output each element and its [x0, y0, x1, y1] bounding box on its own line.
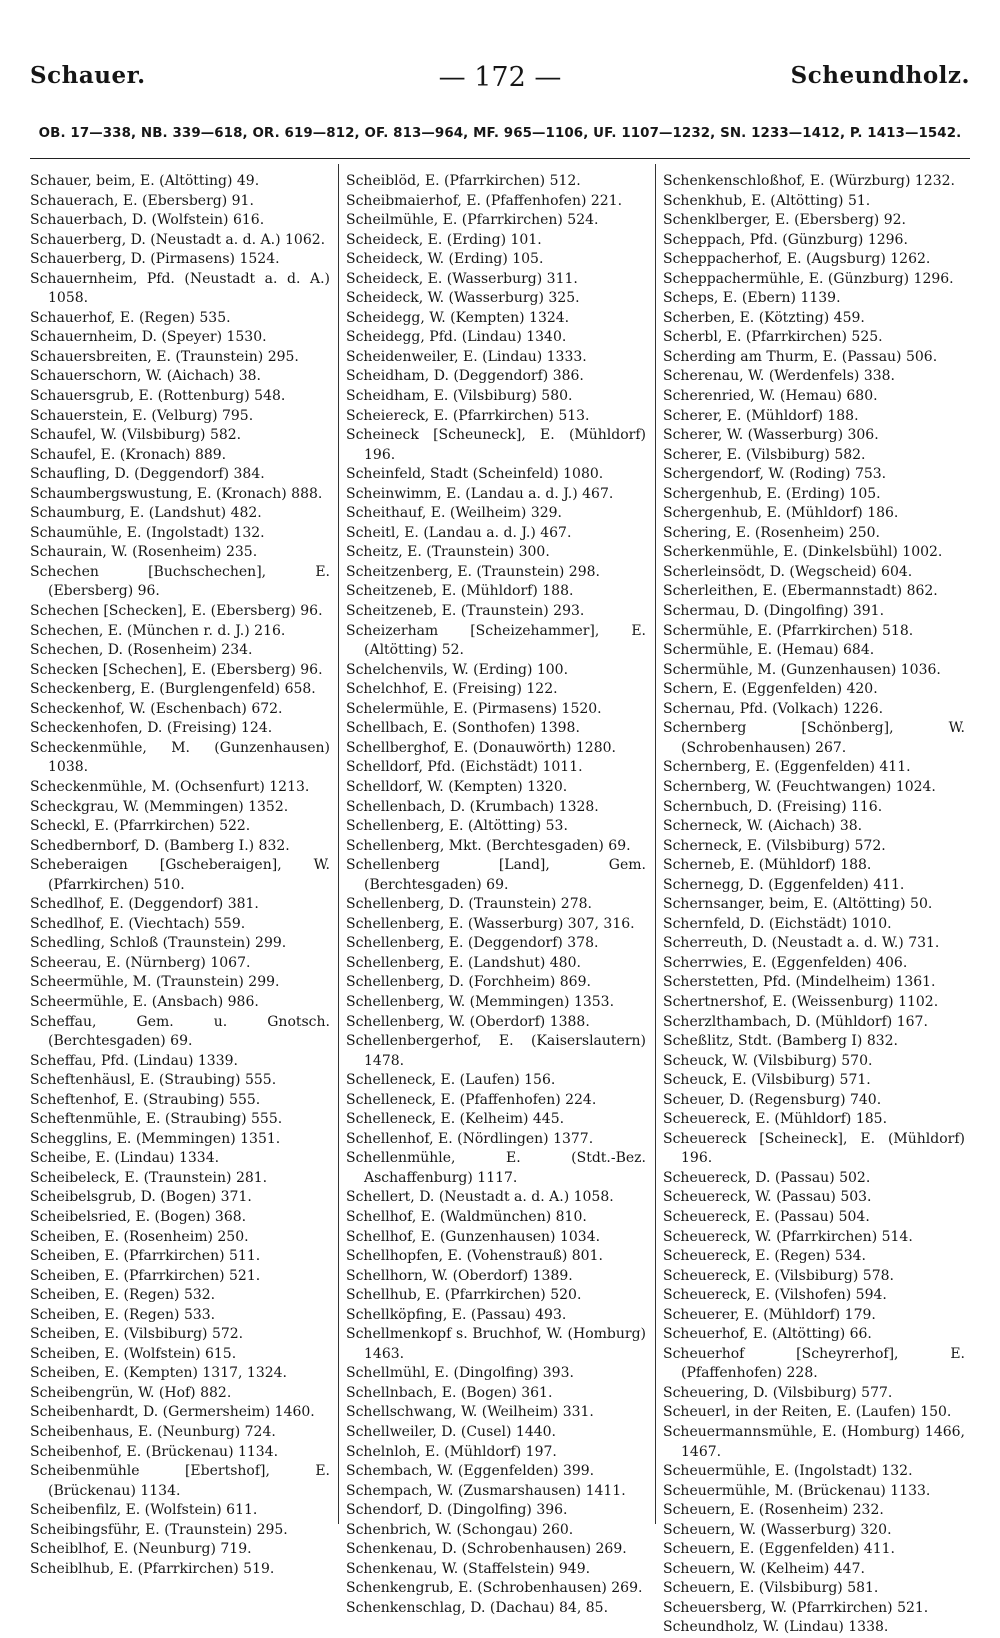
- index-entry: Schellhof, E. (Waldmünchen) 810.: [346, 1208, 587, 1225]
- index-entry: Schermühle, E. (Pfarrkirchen) 518.: [663, 622, 914, 639]
- index-entry: Schelleneck, E. (Kelheim) 445.: [346, 1111, 565, 1128]
- index-entry: Scheuerer, E. (Mühldorf) 179.: [663, 1306, 876, 1323]
- index-entry: Schernsanger, beim, E. (Altötting) 50.: [663, 896, 933, 913]
- index-entry: Scheuck, W. (Vilsbiburg) 570.: [663, 1052, 873, 1069]
- district-abbreviation-line: OB. 17—338, NB. 339—618, OR. 619—812, OF. 813—964, MF. 965—1106, UF. 1107—1232, SN. 1233—1412, P. 1413—1542.: [38, 126, 962, 141]
- index-entry: Schellweiler, D. (Cusel) 1440.: [346, 1424, 557, 1440]
- index-entry: Scheidham, E. (Vilsbiburg) 580.: [346, 388, 573, 405]
- index-entry: Scheuereck, E. (Vilsbiburg) 578.: [663, 1267, 894, 1284]
- index-entry: Schenkhub, E. (Altötting) 51.: [663, 192, 871, 209]
- index-entry: Scheuermühle, M. (Brückenau) 1133.: [663, 1482, 931, 1499]
- index-entry: Schaurain, W. (Rosenheim) 235.: [30, 544, 258, 561]
- index-entry: Scherneck, W. (Aichach) 38.: [663, 818, 863, 835]
- index-entry: Schellenberg, E. (Deggendorf) 378.: [346, 935, 599, 952]
- index-entry: Scherzlthambach, D. (Mühldorf) 167.: [663, 1013, 928, 1030]
- index-entry: Scheuereck, E. (Passau) 504.: [663, 1208, 870, 1225]
- index-entry: Scheuereck, E. (Regen) 534.: [663, 1248, 866, 1265]
- index-entry: Schedlhof, E. (Deggendorf) 381.: [30, 896, 259, 913]
- index-entry: Scheideck, E. (Wasserburg) 311.: [346, 270, 578, 287]
- index-entry: Scheuereck, W. (Pfarrkirchen) 514.: [663, 1228, 913, 1245]
- index-entry: Scheideck, E. (Erding) 101.: [346, 231, 542, 248]
- page-number: — 172 —: [438, 62, 562, 93]
- index-entry: Scheuermannsmühle, E. (Homburg) 1466, 1467.: [663, 1424, 965, 1460]
- index-entry: Scheuern, W. (Wasserburg) 320.: [663, 1521, 892, 1538]
- index-entry: Scheitzeneb, E. (Mühldorf) 188.: [346, 583, 574, 600]
- index-entry: Scheftenmühle, E. (Straubing) 555.: [30, 1111, 283, 1128]
- index-entry: Schellenberg, E. (Landshut) 480.: [346, 954, 581, 971]
- index-entry: Schecken [Schechen], E. (Ebersberg) 96.: [30, 661, 323, 678]
- index-entry: Scheuerl, in der Reiten, E. (Laufen) 150.: [663, 1404, 952, 1421]
- index-entry: Scheibenfilz, E. (Wolfstein) 611.: [30, 1502, 258, 1519]
- index-entry: Schaufel, W. (Vilsbiburg) 582.: [30, 427, 242, 444]
- index-entry: Schendorf, D. (Dingolfing) 396.: [346, 1502, 568, 1519]
- index-entry: Scheuer, D. (Regensburg) 740.: [663, 1091, 882, 1108]
- index-entry: Scherenried, W. (Hemau) 680.: [663, 388, 878, 405]
- index-entry: Scheuereck, W. (Passau) 503.: [663, 1189, 872, 1206]
- index-entry: Schellenberg [Land], Gem. (Berchtesgaden) 69.: [346, 857, 646, 893]
- index-entry: Schernberg, W. (Feuchtwangen) 1024.: [663, 778, 936, 795]
- index-entry: Scheidham, D. (Deggendorf) 386.: [346, 368, 584, 385]
- index-entry: Schembach, W. (Eggenfelden) 399.: [346, 1463, 595, 1480]
- index-entry: Scherben, E. (Kötzting) 459.: [663, 309, 865, 326]
- index-entry: Scheuereck, E. (Mühldorf) 185.: [663, 1111, 888, 1128]
- index-entry: Schellhopfen, E. (Vohenstrauß) 801.: [346, 1248, 603, 1265]
- index-entry: Schern, E. (Eggenfelden) 420.: [663, 681, 878, 698]
- index-entry: Schermühle, E. (Hemau) 684.: [663, 642, 875, 659]
- index-entry: Schernfeld, D. (Eichstädt) 1010.: [663, 915, 892, 932]
- index-entry: Schelchenvils, W. (Erding) 100.: [346, 661, 569, 678]
- index-entry: Schauersgrub, E. (Rottenburg) 548.: [30, 388, 286, 405]
- index-entry: Scheitz, E. (Traunstein) 300.: [346, 544, 550, 561]
- index-entry: Scheuerhof, E. (Altötting) 66.: [663, 1326, 872, 1343]
- gazetteer-column-1: [30, 172, 330, 1579]
- index-entry: Scheßlitz, Stdt. (Bamberg I) 832.: [663, 1033, 898, 1050]
- index-entry: Scheftenhof, E. (Straubing) 555.: [30, 1091, 261, 1108]
- index-entry: Scheibelsried, E. (Bogen) 368.: [30, 1208, 247, 1225]
- index-entry: Schellenbach, D. (Krumbach) 1328.: [346, 798, 599, 815]
- index-entry: Schergenhub, E. (Mühldorf) 186.: [663, 505, 899, 522]
- index-entry: Schechen, E. (München r. d. J.) 216.: [30, 622, 286, 639]
- index-entry: Schauerbach, D. (Wolfstein) 616.: [30, 212, 265, 229]
- index-entry: Scheiereck, E. (Pfarrkirchen) 513.: [346, 407, 590, 424]
- index-entry: Schellköpfing, E. (Passau) 493.: [346, 1306, 567, 1323]
- index-entry: Schechen [Buchschechen], E. (Ebersberg) 96.: [30, 563, 330, 600]
- index-entry: Scheibengrün, W. (Hof) 882.: [30, 1384, 232, 1401]
- index-entry: Schellert, D. (Neustadt a. d. A.) 1058.: [346, 1189, 614, 1206]
- index-entry: Scheibenhof, E. (Brückenau) 1134.: [30, 1443, 279, 1460]
- index-entry: Schenbrich, W. (Schongau) 260.: [346, 1521, 574, 1538]
- index-entry: Scheineck [Scheuneck], E. (Mühldorf) 196.: [346, 427, 646, 463]
- index-entry: Schering, E. (Rosenheim) 250.: [663, 524, 880, 541]
- index-entry: Scheibingsführ, E. (Traunstein) 295.: [30, 1521, 288, 1538]
- index-entry: Schellenmühle, E. (Stdt.-Bez. Aschaffenburg) 1117.: [346, 1150, 646, 1186]
- index-entry: Scherstetten, Pfd. (Mindelheim) 1361.: [663, 974, 936, 991]
- index-entry: Scheuersberg, W. (Pfarrkirchen) 521.: [663, 1599, 929, 1616]
- left-running-headword: Schauer.: [30, 62, 146, 89]
- index-entry: Scheberaigen [Gscheberaigen], W. (Pfarrkirchen) 510.: [30, 857, 330, 893]
- index-entry: Schauer, beim, E. (Altötting) 49.: [30, 173, 260, 189]
- index-entry: Schauersbreiten, E. (Traunstein) 295.: [30, 348, 299, 365]
- index-entry: Scheckl, E. (Pfarrkirchen) 522.: [30, 818, 251, 835]
- index-entry: Scheizerham [Scheizehammer], E. (Altötting) 52.: [346, 622, 646, 659]
- index-entry: Schermühle, M. (Gunzenhausen) 1036.: [663, 661, 941, 678]
- index-entry: Schaumbergswustung, E. (Kronach) 888.: [30, 485, 323, 502]
- index-entry: Scheibenmühle [Ebertshof], E. (Brückenau) 1134.: [30, 1463, 330, 1499]
- index-entry: Scheiben, E. (Kempten) 1317, 1324.: [30, 1365, 288, 1382]
- index-entry: Schenklberger, E. (Ebersberg) 92.: [663, 212, 906, 229]
- index-entry: Scheiben, E. (Wolfstein) 615.: [30, 1345, 237, 1362]
- index-entry: Schergenhub, E. (Erding) 105.: [663, 485, 881, 502]
- index-entry: Scheppachermühle, E. (Günzburg) 1296.: [663, 270, 954, 287]
- index-entry: Scheiblhub, E. (Pfarrkirchen) 519.: [30, 1560, 275, 1577]
- index-entry: Schellenberg, W. (Oberdorf) 1388.: [346, 1013, 590, 1030]
- index-entry: Scheuern, W. (Kelheim) 447.: [663, 1560, 865, 1577]
- index-entry: Schauerberg, D. (Neustadt a. d. A.) 1062.: [30, 231, 326, 248]
- index-entry: Scheckenhof, W. (Eschenbach) 672.: [30, 700, 283, 717]
- index-entry: Schauerberg, D. (Pirmasens) 1524.: [30, 251, 280, 268]
- index-entry: Schelermühle, E. (Pirmasens) 1520.: [346, 700, 602, 717]
- index-entry: Schellschwang, W. (Weilheim) 331.: [346, 1404, 594, 1421]
- index-entry: Scheibeleck, E. (Traunstein) 281.: [30, 1169, 268, 1186]
- index-entry: Scheibe, E. (Lindau) 1334.: [30, 1150, 220, 1167]
- index-entry: Schergendorf, W. (Roding) 753.: [663, 466, 887, 483]
- index-entry: Schempach, W. (Zusmarshausen) 1411.: [346, 1482, 626, 1499]
- index-entry: Schaumühle, E. (Ingolstadt) 132.: [30, 524, 265, 541]
- index-entry: Scheibenhardt, D. (Germersheim) 1460.: [30, 1404, 315, 1421]
- index-entry: Schellbach, E. (Sonthofen) 1398.: [346, 720, 580, 737]
- index-entry: Scheinwimm, E. (Landau a. d. J.) 467.: [346, 485, 614, 502]
- index-entry: Scheffau, Pfd. (Lindau) 1339.: [30, 1052, 238, 1069]
- index-entry: Scheuereck [Scheineck], E. (Mühldorf) 196.: [663, 1130, 965, 1167]
- index-entry: Schaufel, E. (Kronach) 889.: [30, 446, 227, 463]
- index-entry: Schelnloh, E. (Mühldorf) 197.: [346, 1443, 557, 1460]
- index-entry: Scheuereck, D. (Passau) 502.: [663, 1169, 871, 1186]
- index-entry: Scheuerhof [Scheyrerhof], E. (Pfaffenhofen) 228.: [663, 1345, 965, 1382]
- index-entry: Scheuck, E. (Vilsbiburg) 571.: [663, 1072, 871, 1089]
- index-entry: Schelchhof, E. (Freising) 122.: [346, 681, 558, 698]
- index-entry: Scheuern, E. (Eggenfelden) 411.: [663, 1541, 895, 1558]
- index-entry: Scheckenberg, E. (Burglengenfeld) 658.: [30, 681, 316, 698]
- index-entry: Schenkenau, D. (Schrobenhausen) 269.: [346, 1541, 627, 1558]
- index-entry: Scheps, E. (Ebern) 1139.: [663, 290, 841, 307]
- index-entry: Schellhof, E. (Gunzenhausen) 1034.: [346, 1228, 601, 1245]
- column-separator: [338, 164, 339, 1524]
- index-entry: Scherleinsödt, D. (Wegscheid) 604.: [663, 563, 913, 580]
- index-entry: Scheiblhof, E. (Neunburg) 719.: [30, 1541, 252, 1558]
- index-entry: Scheerau, E. (Nürnberg) 1067.: [30, 954, 251, 971]
- index-entry: Scherleithen, E. (Ebermannstadt) 862.: [663, 583, 938, 600]
- index-entry: Schenkenau, W. (Staffelstein) 949.: [346, 1560, 591, 1577]
- index-entry: Scheftenhäusl, E. (Straubing) 555.: [30, 1072, 277, 1089]
- column-separator: [655, 164, 656, 1524]
- index-entry: Scheckgrau, W. (Memmingen) 1352.: [30, 798, 289, 815]
- index-entry: Schernberg, E. (Eggenfelden) 411.: [663, 759, 911, 776]
- index-entry: Scherding am Thurm, E. (Passau) 506.: [663, 348, 938, 365]
- index-entry: Scheppach, Pfd. (Günzburg) 1296.: [663, 231, 908, 248]
- index-entry: Scherkenmühle, E. (Dinkelsbühl) 1002.: [663, 544, 943, 561]
- index-entry: Scherneck, E. (Vilsbiburg) 572.: [663, 837, 886, 854]
- index-entry: Scheiben, E. (Regen) 532.: [30, 1287, 216, 1304]
- index-entry: Schernau, Pfd. (Volkach) 1226.: [663, 700, 884, 717]
- index-entry: Scheitzenberg, E. (Traunstein) 298.: [346, 563, 600, 580]
- index-entry: Scheuering, D. (Vilsbiburg) 577.: [663, 1384, 893, 1401]
- index-entry: Scheiblöd, E. (Pfarrkirchen) 512.: [346, 173, 581, 189]
- index-entry: Scheidegg, W. (Kempten) 1324.: [346, 309, 570, 326]
- index-entry: Scheermühle, M. (Traunstein) 299.: [30, 974, 280, 991]
- header-rule: [30, 158, 970, 159]
- right-running-headword: Scheundholz.: [790, 62, 970, 89]
- index-entry: Schellenhof, E. (Nördlingen) 1377.: [346, 1130, 594, 1147]
- index-entry: Schellenberg, E. (Altötting) 53.: [346, 818, 568, 835]
- index-entry: Scheideck, W. (Wasserburg) 325.: [346, 290, 580, 307]
- index-entry: Schechen, D. (Rosenheim) 234.: [30, 642, 253, 659]
- index-entry: Schellenberg, W. (Memmingen) 1353.: [346, 993, 615, 1010]
- index-entry: Scherreuth, D. (Neustadt a. d. W.) 731.: [663, 935, 940, 952]
- index-entry: Scheppacherhof, E. (Augsburg) 1262.: [663, 251, 931, 268]
- index-entry: Schaufling, D. (Deggendorf) 384.: [30, 466, 265, 483]
- index-entry: Scheiben, E. (Vilsbiburg) 572.: [30, 1326, 244, 1343]
- index-entry: Scheckenmühle, M. (Ochsenfurt) 1213.: [30, 778, 310, 795]
- index-entry: Scheckenhofen, D. (Freising) 124.: [30, 720, 273, 737]
- index-entry: Schauernheim, D. (Speyer) 1530.: [30, 329, 267, 346]
- index-entry: Schenkengrub, E. (Schrobenhausen) 269.: [346, 1580, 643, 1597]
- index-entry: Scherer, E. (Mühldorf) 188.: [663, 407, 859, 424]
- index-entry: Schertnershof, E. (Weissenburg) 1102.: [663, 993, 939, 1010]
- index-entry: Schellberghof, E. (Donauwörth) 1280.: [346, 739, 616, 756]
- index-entry: Schernegg, D. (Eggenfelden) 411.: [663, 876, 905, 893]
- gazetteer-column-2: [346, 172, 646, 1618]
- index-entry: Scheuern, E. (Rosenheim) 232.: [663, 1502, 884, 1519]
- index-entry: Scheibenhaus, E. (Neunburg) 724.: [30, 1424, 276, 1440]
- index-entry: Schellenbergerhof, E. (Kaiserslautern) 1478.: [346, 1033, 646, 1069]
- index-entry: Scherrwies, E. (Eggenfelden) 406.: [663, 954, 908, 971]
- index-entry: Scheitl, E. (Landau a. d. J.) 467.: [346, 524, 572, 541]
- index-entry: Schenkenschloßhof, E. (Würzburg) 1232.: [663, 173, 955, 189]
- index-entry: Schellenberg, D. (Forchheim) 869.: [346, 974, 591, 991]
- index-entry: Schelldorf, W. (Kempten) 1320.: [346, 778, 568, 795]
- index-entry: Scheckenmühle, M. (Gunzenhausen) 1038.: [30, 739, 330, 776]
- index-entry: Scheiben, E. (Pfarrkirchen) 511.: [30, 1248, 261, 1265]
- index-entry: Schelleneck, E. (Pfaffenhofen) 224.: [346, 1091, 597, 1108]
- index-entry: Scheibmaierhof, E. (Pfaffenhofen) 221.: [346, 192, 623, 209]
- index-entry: Scherer, W. (Wasserburg) 306.: [663, 427, 879, 444]
- page-header: [30, 62, 970, 102]
- index-entry: Schauerhof, E. (Regen) 535.: [30, 309, 231, 326]
- index-entry: Scheffau, Gem. u. Gnotsch. (Berchtesgaden) 69.: [30, 1013, 330, 1050]
- index-entry: Scheermühle, E. (Ansbach) 986.: [30, 993, 259, 1010]
- index-entry: Schedling, Schloß (Traunstein) 299.: [30, 935, 287, 952]
- index-entry: Schauernheim, Pfd. (Neustadt a. d. A.) 1058.: [30, 270, 330, 307]
- index-entry: Scheuereck, E. (Vilshofen) 594.: [663, 1287, 887, 1304]
- index-entry: Scheibelsgrub, D. (Bogen) 371.: [30, 1189, 252, 1206]
- index-entry: Schelldorf, Pfd. (Eichstädt) 1011.: [346, 759, 583, 776]
- index-entry: Schellhub, E. (Pfarrkirchen) 520.: [346, 1287, 582, 1304]
- index-entry: Schellmühl, E. (Dingolfing) 393.: [346, 1365, 574, 1382]
- index-entry: Scheuermühle, E. (Ingolstadt) 132.: [663, 1463, 913, 1480]
- index-entry: Schechen [Schecken], E. (Ebersberg) 96.: [30, 603, 323, 620]
- index-entry: Scheundholz, W. (Lindau) 1338.: [663, 1619, 889, 1636]
- index-entry: Scheidegg, Pfd. (Lindau) 1340.: [346, 329, 567, 346]
- index-entry: Scheinfeld, Stadt (Scheinfeld) 1080.: [346, 466, 604, 483]
- index-entry: Schegglins, E. (Memmingen) 1351.: [30, 1130, 281, 1147]
- index-entry: Schellenberg, E. (Wasserburg) 307, 316.: [346, 915, 635, 932]
- index-entry: Schauerstein, E. (Velburg) 795.: [30, 407, 254, 424]
- index-entry: Scheuern, E. (Vilsbiburg) 581.: [663, 1580, 879, 1597]
- index-entry: Scherbl, E. (Pfarrkirchen) 525.: [663, 329, 883, 346]
- index-entry: Schellnbach, E. (Bogen) 361.: [346, 1384, 553, 1401]
- index-entry: Schellhorn, W. (Oberdorf) 1389.: [346, 1267, 573, 1284]
- index-entry: Schauerach, E. (Ebersberg) 91.: [30, 192, 254, 209]
- index-entry: Scherer, E. (Vilsbiburg) 582.: [663, 446, 866, 463]
- index-entry: Scheitzeneb, E. (Traunstein) 293.: [346, 603, 585, 620]
- index-entry: Scheiben, E. (Regen) 533.: [30, 1306, 216, 1323]
- index-entry: Scheilmühle, E. (Pfarrkirchen) 524.: [346, 212, 599, 229]
- index-entry: Scheidenweiler, E. (Lindau) 1333.: [346, 348, 587, 365]
- index-entry: Schellmenkopf s. Bruchhof, W. (Homburg) 1463.: [346, 1326, 646, 1362]
- index-entry: Schedlhof, E. (Viechtach) 559.: [30, 915, 246, 932]
- index-entry: Schauerschorn, W. (Aichach) 38.: [30, 368, 261, 385]
- index-entry: Scherenau, W. (Werdenfels) 338.: [663, 368, 895, 385]
- index-entry: Schellenberg, D. (Traunstein) 278.: [346, 896, 592, 913]
- index-entry: Scheiben, E. (Rosenheim) 250.: [30, 1228, 249, 1245]
- index-entry: Schellenberg, Mkt. (Berchtesgaden) 69.: [346, 837, 631, 854]
- index-entry: Schernberg [Schönberg], W. (Schrobenhausen) 267.: [663, 720, 965, 756]
- index-entry: Scherneb, E. (Mühldorf) 188.: [663, 857, 872, 874]
- index-entry: Schelleneck, E. (Laufen) 156.: [346, 1072, 556, 1089]
- index-entry: Scheideck, W. (Erding) 105.: [346, 251, 544, 268]
- index-entry: Schaumburg, E. (Landshut) 482.: [30, 505, 262, 522]
- index-entry: Schernbuch, D. (Freising) 116.: [663, 798, 883, 815]
- index-entry: Scheithauf, E. (Weilheim) 329.: [346, 505, 563, 522]
- index-entry: Schermau, D. (Dingolfing) 391.: [663, 603, 885, 620]
- index-entry: Schenkenschlag, D. (Dachau) 84, 85.: [346, 1599, 609, 1616]
- gazetteer-column-3: [663, 172, 965, 1638]
- index-entry: Scheiben, E. (Pfarrkirchen) 521.: [30, 1267, 261, 1284]
- index-entry: Schedbernborf, D. (Bamberg I.) 832.: [30, 837, 290, 854]
